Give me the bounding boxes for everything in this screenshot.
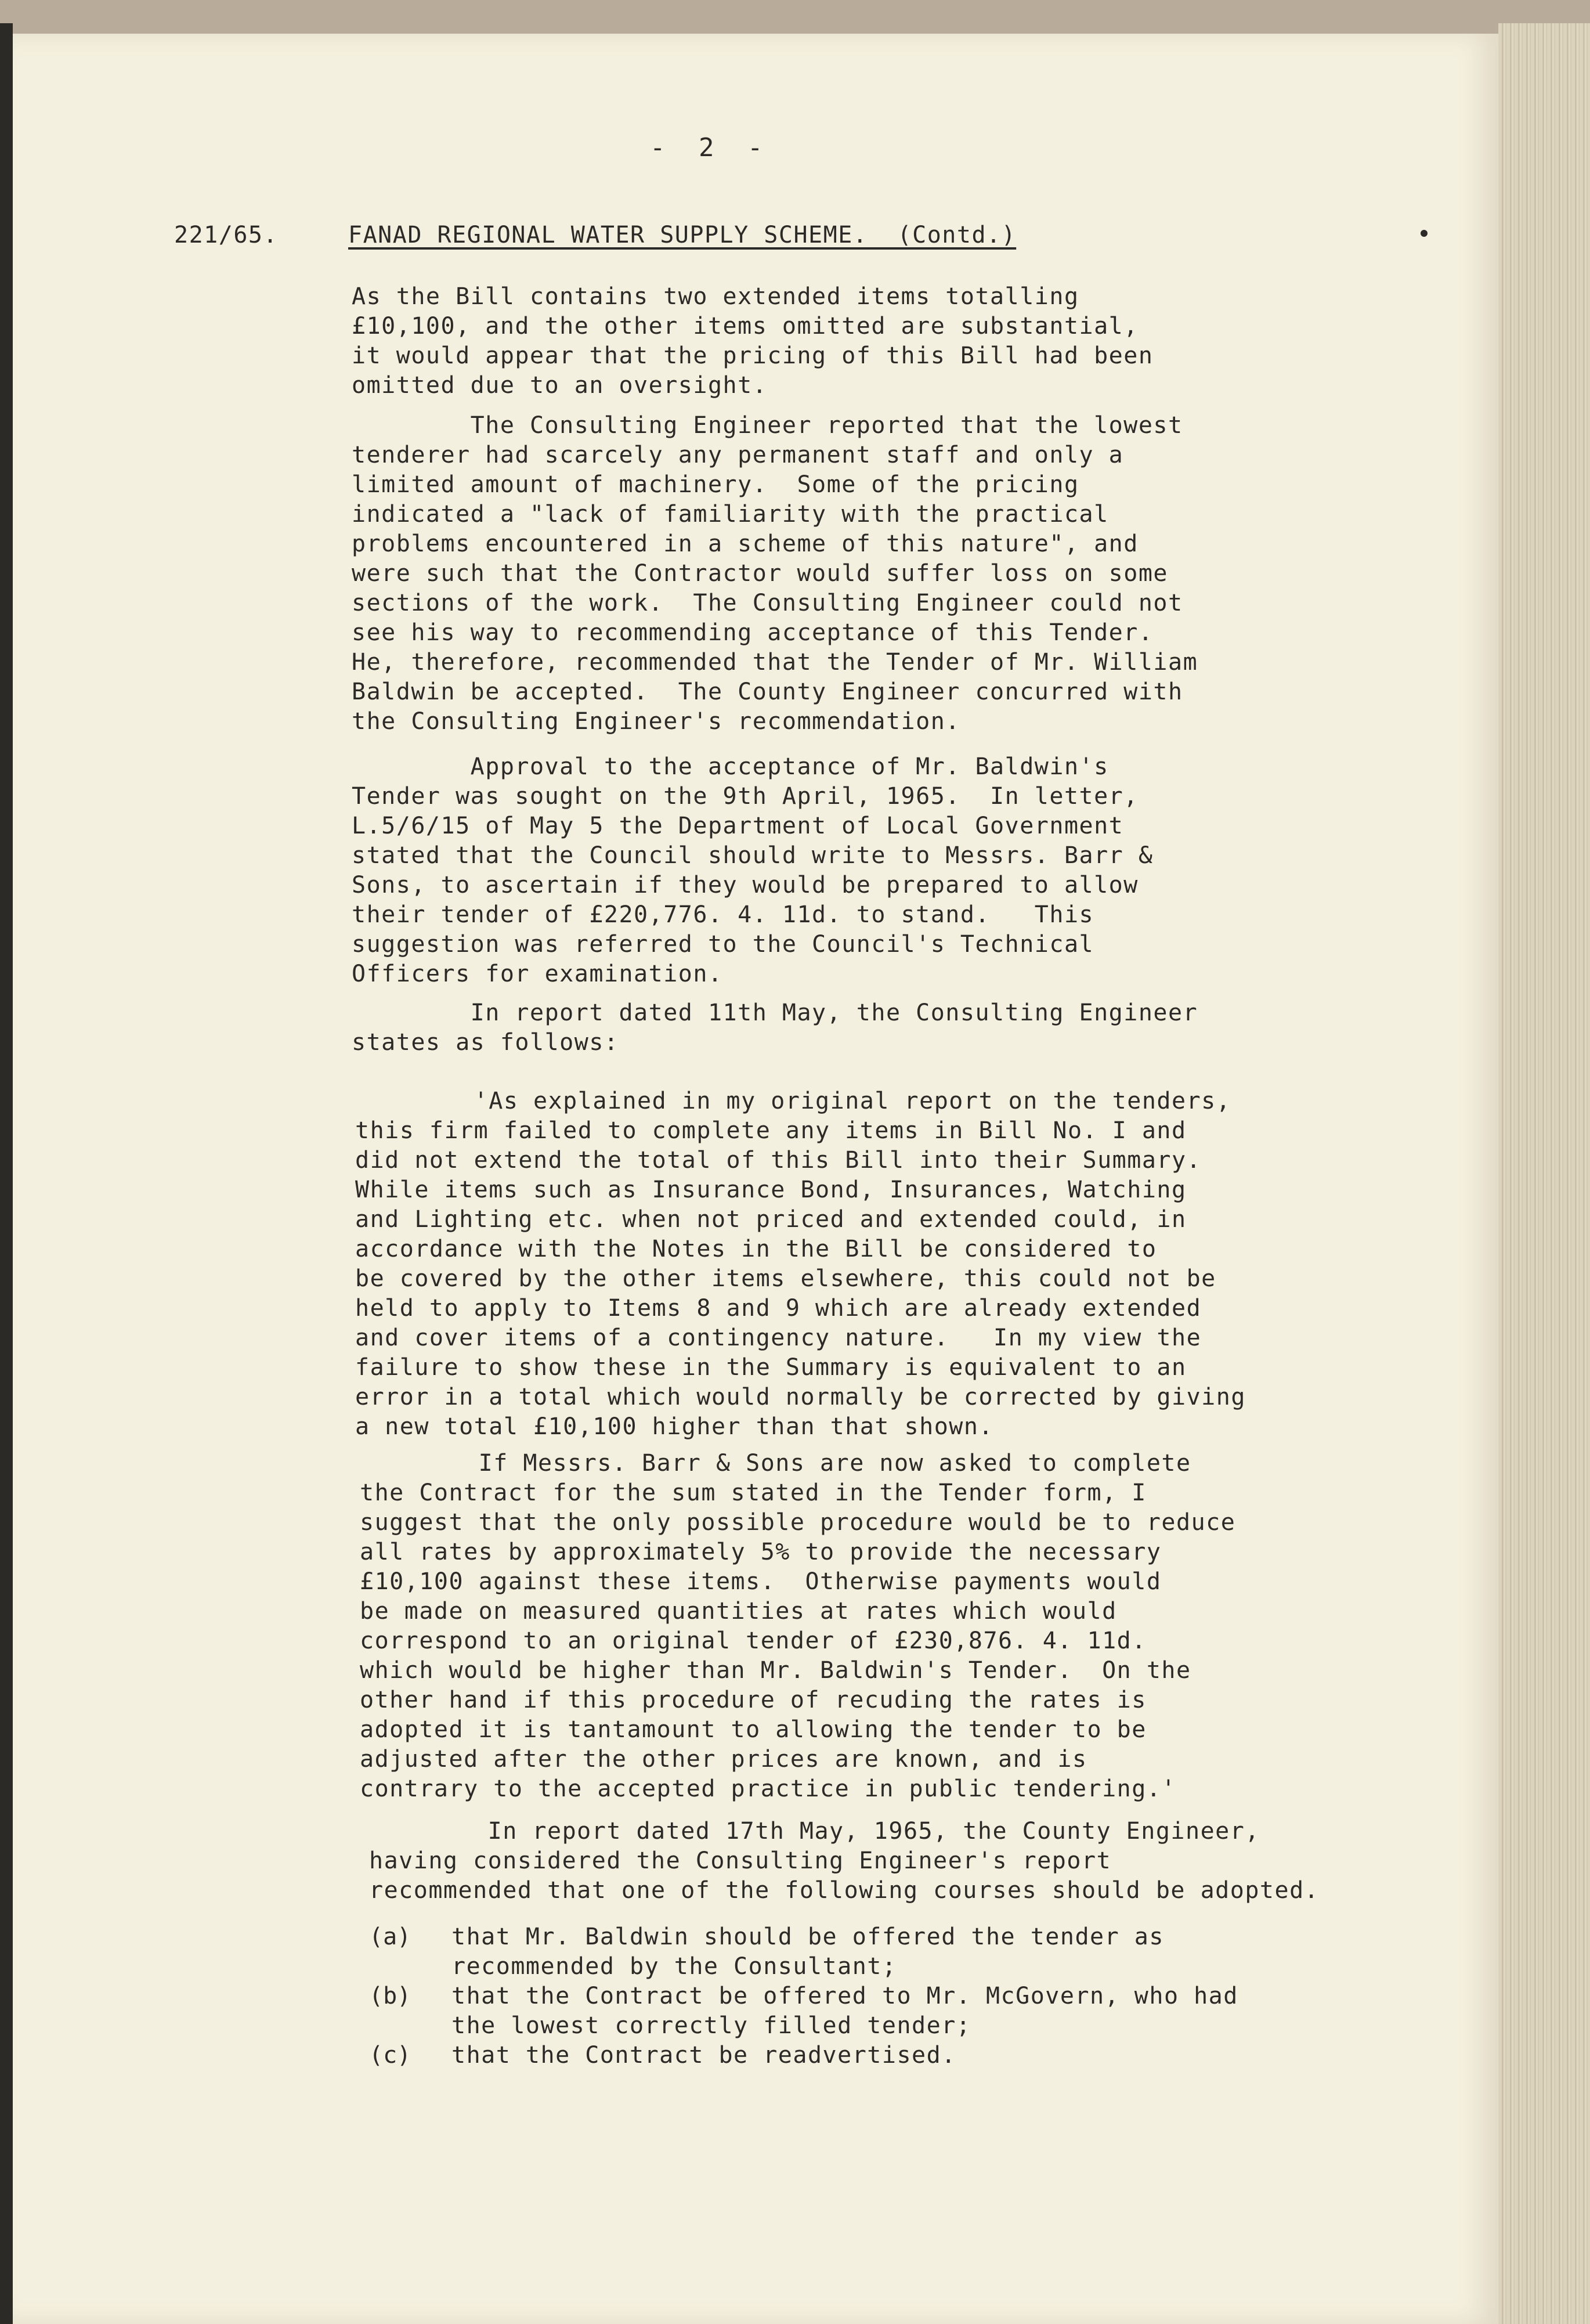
text-line: He, therefore, recommended that the Tender of Mr. William — [352, 649, 1198, 676]
list-label: (a) — [369, 1924, 411, 1950]
text-line: having considered the Consulting Engineer's report — [369, 1847, 1112, 1874]
text-line: In report dated 17th May, 1965, the County Engineer, — [369, 1818, 1260, 1845]
list-label: (c) — [369, 2042, 411, 2069]
text-line: the Contract for the sum stated in the Tender form, I — [360, 1479, 1147, 1506]
text-line: see his way to recommending acceptance of this Tender. — [352, 619, 1154, 646]
text-line: be covered by the other items elsewhere, this could not be — [355, 1265, 1216, 1292]
text-line: Baldwin be accepted. The County Engineer concurred with — [352, 679, 1183, 705]
text-line: As the Bill contains two extended items totalling — [352, 283, 1079, 310]
text-line: and cover items of a contingency nature. In my view the — [355, 1325, 1202, 1351]
text-line: While items such as Insurance Bond, Insurances, Watching — [355, 1177, 1187, 1203]
text-line: Sons, to ascertain if they would be prepared to allow — [352, 872, 1139, 898]
text-line: Officers for examination. — [352, 961, 723, 987]
text-line: £10,100 against these items. Otherwise payments would — [360, 1568, 1162, 1595]
text-line: did not extend the total of this Bill into their Summary. — [355, 1147, 1202, 1174]
text-line: contrary to the accepted practice in public tendering.' — [360, 1776, 1177, 1802]
list-label: (b) — [369, 1983, 411, 2009]
text-line: error in a total which would normally be corrected by giving — [355, 1384, 1246, 1410]
paragraph-report-11th-may — [352, 998, 1454, 1058]
page-stack-edge — [1498, 23, 1590, 2324]
text-line: be made on measured quantities at rates which would — [360, 1598, 1117, 1625]
paragraph-county-engineer — [369, 1817, 1472, 1906]
paragraph-oversight — [352, 282, 1454, 400]
text-line: The Consulting Engineer reported that the lowest — [352, 412, 1183, 439]
paragraph-approval — [352, 752, 1454, 989]
text-line: recommended that one of the following courses should be adopted. — [369, 1877, 1320, 1904]
text-line: held to apply to Items 8 and 9 which are already extended — [355, 1295, 1202, 1322]
text-line: a new total £10,100 higher than that shown. — [355, 1413, 994, 1440]
text-line: indicated a "lack of familiarity with the practical — [352, 501, 1109, 528]
paragraph-barr-sons — [360, 1449, 1462, 1804]
text-line: and Lighting etc. when not priced and extended could, in — [355, 1206, 1187, 1233]
text-line: failure to show these in the Summary is equivalent to an — [355, 1354, 1187, 1381]
ink-mark — [1421, 230, 1428, 237]
text-line: omitted due to an oversight. — [352, 372, 768, 399]
text-line: recommended by the Consultant; — [451, 1953, 897, 1980]
text-line: stated that the Council should write to Messrs. Barr & — [352, 842, 1154, 869]
text-line: were such that the Contractor would suffer loss on some — [352, 560, 1169, 587]
text-line: which would be higher than Mr. Baldwin's Tender. On the — [360, 1657, 1191, 1684]
text-line: this firm failed to complete any items in Bill No. I and — [355, 1117, 1187, 1144]
text-line: suggestion was referred to the Council's Technical — [352, 931, 1094, 958]
paragraph-consulting-engineer-report — [352, 411, 1454, 737]
text-line: states as follows: — [352, 1029, 619, 1056]
page-number: - 2 - — [650, 133, 764, 163]
text-line: adopted it is tantamount to allowing the tender to be — [360, 1716, 1147, 1743]
text-line: limited amount of machinery. Some of the pricing — [352, 471, 1079, 498]
text-line: the Consulting Engineer's recommendation. — [352, 708, 960, 735]
text-line: suggest that the only possible procedure would be to reduce — [360, 1509, 1236, 1536]
book-binding-edge — [0, 23, 13, 2324]
text-line: sections of the work. The Consulting Engineer could not — [352, 590, 1183, 616]
text-line: it would appear that the pricing of this Bill had been — [352, 342, 1154, 369]
text-line: In report dated 11th May, the Consulting Engineer — [352, 999, 1198, 1026]
text-line: £10,100, and the other items omitted are substantial, — [352, 313, 1139, 340]
text-line: problems encountered in a scheme of this nature", and — [352, 531, 1139, 557]
text-line: Approval to the acceptance of Mr. Baldwin's — [352, 753, 1109, 780]
section-heading: FANAD REGIONAL WATER SUPPLY SCHEME. (Contd.) — [348, 222, 1017, 248]
minute-reference: 221/65. — [174, 222, 279, 248]
paragraph-quoted-report — [355, 1087, 1458, 1442]
text-line: accordance with the Notes in the Bill be considered to — [355, 1236, 1157, 1262]
scanner-top-band — [0, 0, 1590, 35]
text-line: their tender of £220,776. 4. 11d. to stand. This — [352, 901, 1094, 928]
text-line: that the Contract be offered to Mr. McGovern, who had — [451, 1983, 1238, 2009]
text-line: tenderer had scarcely any permanent staff and only a — [352, 442, 1124, 468]
text-line: 'As explained in my original report on the tenders, — [355, 1088, 1231, 1114]
text-line: Tender was sought on the 9th April, 1965. In letter, — [352, 783, 1139, 810]
text-line: correspond to an original tender of £230,876. 4. 11d. — [360, 1627, 1147, 1654]
text-line: other hand if this procedure of recuding the rates is — [360, 1687, 1147, 1713]
text-line: the lowest correctly filled tender; — [451, 2012, 971, 2039]
text-line: If Messrs. Barr & Sons are now asked to complete — [360, 1450, 1191, 1477]
text-line: adjusted after the other prices are known, and is — [360, 1746, 1087, 1773]
text-line: that Mr. Baldwin should be offered the tender as — [451, 1924, 1164, 1950]
text-line: all rates by approximately 5% to provide the necessary — [360, 1539, 1162, 1565]
text-line: that the Contract be readvertised. — [451, 2042, 956, 2069]
text-line: L.5/6/15 of May 5 the Department of Local Government — [352, 813, 1124, 839]
